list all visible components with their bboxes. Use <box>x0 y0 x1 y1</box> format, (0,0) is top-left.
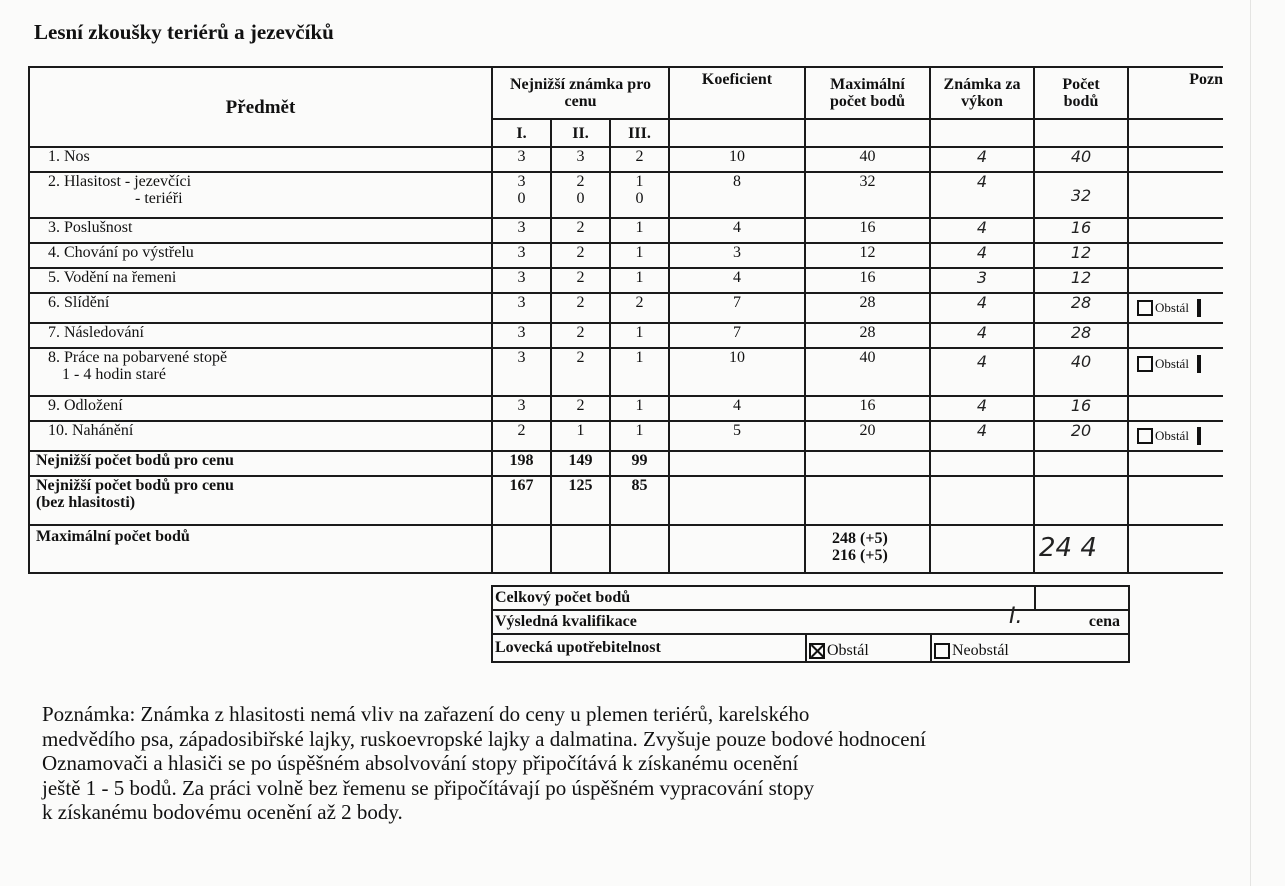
points-field[interactable]: 28 <box>1034 323 1128 348</box>
min-grade-3: 1 <box>610 348 669 396</box>
min-grade-2: 2 <box>551 348 610 396</box>
min-points-no-voice-label <box>29 476 492 525</box>
obstal-label: Obstál <box>1155 299 1189 315</box>
min-grade-3: 1 <box>610 323 669 348</box>
table-row <box>29 348 1223 396</box>
cut-checkbox-edge <box>1197 427 1201 445</box>
min-grade-1 <box>492 172 551 218</box>
min-grade-1: 3 <box>492 268 551 293</box>
grade-field[interactable]: 4 <box>930 396 1034 421</box>
min-grade-2: 3 <box>551 147 610 172</box>
subject-line-1: 2. Hlasitost - jezevčíci <box>48 173 192 190</box>
qualification-suffix: cena <box>1088 613 1120 630</box>
coefficient: 5 <box>669 421 805 451</box>
max-points-total <box>805 525 930 573</box>
coefficient: 4 <box>669 268 805 293</box>
max-points: 20 <box>805 421 930 451</box>
passed-checkbox[interactable] <box>809 643 825 659</box>
max-points: 40 <box>805 147 930 172</box>
header-note: Pozn <box>1128 67 1223 119</box>
subject: 6. Slídění <box>29 293 492 323</box>
failed-checkbox[interactable] <box>934 643 950 659</box>
obstal-checkbox[interactable] <box>1137 428 1153 444</box>
coefficient: 10 <box>669 348 805 396</box>
min-points-1: 198 <box>492 451 551 476</box>
max-points: 16 <box>805 396 930 421</box>
header-max-points: Maximální počet bodů <box>805 67 930 119</box>
max-points: 40 <box>805 348 930 396</box>
points-field[interactable]: 40 <box>1034 147 1128 172</box>
min-points-no-voice-1: 167 <box>492 476 551 525</box>
empty-cell <box>669 476 805 525</box>
table-row <box>29 268 1223 293</box>
min-grade-1: 3 <box>492 147 551 172</box>
empty-cell <box>551 525 610 573</box>
result-table <box>491 585 1130 663</box>
points-field[interactable]: 12 <box>1034 268 1128 293</box>
failed-label: Neobstál <box>952 642 1009 659</box>
subject-line-2: - teriéři <box>135 190 183 207</box>
coefficient: 10 <box>669 147 805 172</box>
max-points: 28 <box>805 323 930 348</box>
table-row <box>29 172 1223 218</box>
grade-field[interactable]: 4 <box>930 323 1034 348</box>
min-grade-3: 1 <box>610 268 669 293</box>
empty-cell <box>1034 476 1128 525</box>
note-cell <box>1128 396 1223 421</box>
grade-field[interactable]: 4 <box>930 243 1034 268</box>
subject: 3. Poslušnost <box>29 218 492 243</box>
header-grade: Známka za výkon <box>930 67 1034 119</box>
points-field[interactable]: 12 <box>1034 243 1128 268</box>
min-grade-2: 2 <box>551 293 610 323</box>
table-row <box>29 293 1223 323</box>
min-points-2: 149 <box>551 451 610 476</box>
subject: 4. Chování po výstřelu <box>29 243 492 268</box>
min-grade-3: 2 <box>610 293 669 323</box>
min-grade-2 <box>551 172 610 218</box>
points-field[interactable]: 40 <box>1034 348 1128 396</box>
failed-option[interactable] <box>931 634 1129 662</box>
min-grade-3 <box>610 172 669 218</box>
empty-cell <box>669 451 805 476</box>
total-points-field[interactable]: 24 4 <box>1034 525 1128 573</box>
label-line-1: Nejnižší počet bodů pro cenu <box>36 477 234 494</box>
min-grade-2: 2 <box>551 268 610 293</box>
subject <box>29 348 492 396</box>
grade-field[interactable]: 4 <box>930 147 1034 172</box>
header-subject: Předmět <box>29 67 492 147</box>
value: 1 <box>635 173 644 190</box>
min-grade-1: 3 <box>492 323 551 348</box>
max-points: 16 <box>805 218 930 243</box>
passed-label: Obstál <box>827 642 869 659</box>
subject: 7. Následování <box>29 323 492 348</box>
obstal-checkbox[interactable] <box>1137 300 1153 316</box>
note-cell <box>1128 243 1223 268</box>
max-points: 28 <box>805 293 930 323</box>
qualification-value: I. <box>1009 604 1023 629</box>
points-field[interactable]: 20 <box>1034 421 1128 451</box>
min-grade-3: 1 <box>610 396 669 421</box>
empty-cell <box>1128 119 1223 147</box>
empty-cell <box>1034 119 1128 147</box>
grade-field[interactable]: 4 <box>930 293 1034 323</box>
note-cell <box>1128 147 1223 172</box>
empty-cell <box>805 476 930 525</box>
subject: 10. Nahánění <box>29 421 492 451</box>
empty-cell <box>805 451 930 476</box>
grade-field[interactable]: 4 <box>930 172 1034 218</box>
coefficient: 7 <box>669 323 805 348</box>
empty-cell <box>930 119 1034 147</box>
score-table <box>28 66 1223 574</box>
empty-cell <box>492 525 551 573</box>
min-grade-1: 2 <box>492 421 551 451</box>
min-grade-2: 2 <box>551 243 610 268</box>
value: 2 <box>576 173 585 190</box>
min-grade-2: 2 <box>551 323 610 348</box>
empty-cell <box>1128 525 1223 573</box>
cut-checkbox-edge <box>1197 299 1201 317</box>
scan-edge <box>1250 0 1251 886</box>
label-line-2: (bez hlasitosti) <box>36 494 136 511</box>
points-field[interactable]: 32 <box>1034 172 1128 218</box>
empty-cell <box>669 525 805 573</box>
total-points-label: Celkový počet bodů <box>492 586 1035 610</box>
min-points-label: Nejnižší počet bodů pro cenu <box>29 451 492 476</box>
obstal-label: Obstál <box>1155 356 1189 371</box>
header-prize-1: I. <box>492 119 551 147</box>
summary-row-min-points <box>29 451 1223 476</box>
min-grade-1: 3 <box>492 348 551 396</box>
max-points-label: Maximální počet bodů <box>29 525 492 573</box>
note-cell <box>1128 421 1223 451</box>
footnote: Poznámka: Známka z hlasitosti nemá vliv na zařazení do ceny u plemen teriérů, karelského medvědího psa, západosibiřské lajky, ruskoevropské lajky a dalmatina. Zvyšuje pouze bodové hodnocení Oznamovači a hlasiči se po úspěšném absolvování stopy připočítává k získanému ocenění ještě 1 - 5 bodů. Za práci volně bez řemenu se připočítávají po úspěšném vypracování stopy k získanému bodovému ocenění až 2 body. <box>42 702 926 824</box>
page-title: Lesní zkoušky teriérů a jezevčíků <box>34 20 334 44</box>
value: 0 <box>635 190 644 207</box>
min-grade-1: 3 <box>492 293 551 323</box>
subject: 5. Vodění na řemeni <box>29 268 492 293</box>
grade-field[interactable]: 4 <box>930 218 1034 243</box>
grade-field[interactable]: 3 <box>930 268 1034 293</box>
points-field[interactable]: 16 <box>1034 396 1128 421</box>
header-prize-2: II. <box>551 119 610 147</box>
min-points-3: 99 <box>610 451 669 476</box>
min-grade-2: 2 <box>551 396 610 421</box>
total-points-value[interactable] <box>1035 586 1129 610</box>
min-points-no-voice-2: 125 <box>551 476 610 525</box>
points-field[interactable]: 16 <box>1034 218 1128 243</box>
qualification-cell[interactable] <box>1009 604 1129 634</box>
value: 0 <box>517 190 526 207</box>
max-points-no-voice: 216 (+5) <box>832 547 888 564</box>
max-points: 12 <box>805 243 930 268</box>
empty-cell <box>669 119 805 147</box>
table-row <box>29 243 1223 268</box>
passed-option[interactable] <box>806 634 931 662</box>
min-points-no-voice-3: 85 <box>610 476 669 525</box>
header-prize-3: III. <box>610 119 669 147</box>
table-row <box>29 218 1223 243</box>
coefficient: 4 <box>669 396 805 421</box>
min-grade-1: 3 <box>492 243 551 268</box>
subject: 9. Odložení <box>29 396 492 421</box>
empty-cell <box>1128 476 1223 525</box>
note-cell <box>1128 268 1223 293</box>
header-min-grade: Nejnižší známka pro cenu <box>492 67 669 119</box>
summary-row-min-points-no-voice <box>29 476 1223 525</box>
subject-line-2: 1 - 4 hodin staré <box>62 366 166 383</box>
subject <box>29 172 492 218</box>
max-points: 32 <box>805 172 930 218</box>
obstal-label: Obstál <box>1155 427 1189 443</box>
coefficient: 4 <box>669 218 805 243</box>
value: 3 <box>517 173 526 190</box>
empty-cell <box>610 525 669 573</box>
summary-row-max-points <box>29 525 1223 573</box>
coefficient: 8 <box>669 172 805 218</box>
value: 0 <box>576 190 585 207</box>
qualification-label: Výsledná kvalifikace <box>492 610 1035 634</box>
min-grade-1: 3 <box>492 396 551 421</box>
header-points: Počet bodů <box>1034 67 1128 119</box>
coefficient: 3 <box>669 243 805 268</box>
table-row <box>29 323 1223 348</box>
min-grade-2: 1 <box>551 421 610 451</box>
grade-field[interactable]: 4 <box>930 421 1034 451</box>
table-row <box>29 421 1223 451</box>
empty-cell <box>1034 451 1128 476</box>
empty-cell <box>930 525 1034 573</box>
grade-field[interactable]: 4 <box>930 348 1034 396</box>
empty-cell <box>930 451 1034 476</box>
note-cell <box>1128 218 1223 243</box>
max-points: 16 <box>805 268 930 293</box>
min-grade-3: 1 <box>610 218 669 243</box>
table-row <box>29 396 1223 421</box>
note-cell <box>1128 348 1223 396</box>
note-cell <box>1128 293 1223 323</box>
min-grade-2: 2 <box>551 218 610 243</box>
subject: 1. Nos <box>29 147 492 172</box>
subject-line-1: 8. Práce na pobarvené stopě <box>48 349 228 366</box>
table-row <box>29 147 1223 172</box>
min-grade-3: 2 <box>610 147 669 172</box>
max-points-with-voice: 248 (+5) <box>832 530 888 547</box>
empty-cell <box>1128 451 1223 476</box>
note-cell <box>1128 323 1223 348</box>
points-field[interactable]: 28 <box>1034 293 1128 323</box>
note-cell <box>1128 172 1223 218</box>
coefficient: 7 <box>669 293 805 323</box>
obstal-checkbox[interactable] <box>1137 356 1153 372</box>
header-coefficient: Koeficient <box>669 67 805 119</box>
empty-cell <box>805 119 930 147</box>
cut-checkbox-edge <box>1197 355 1201 373</box>
hunting-label: Lovecká upotřebitelnost <box>492 634 806 662</box>
min-grade-3: 1 <box>610 421 669 451</box>
empty-cell <box>930 476 1034 525</box>
min-grade-3: 1 <box>610 243 669 268</box>
min-grade-1: 3 <box>492 218 551 243</box>
